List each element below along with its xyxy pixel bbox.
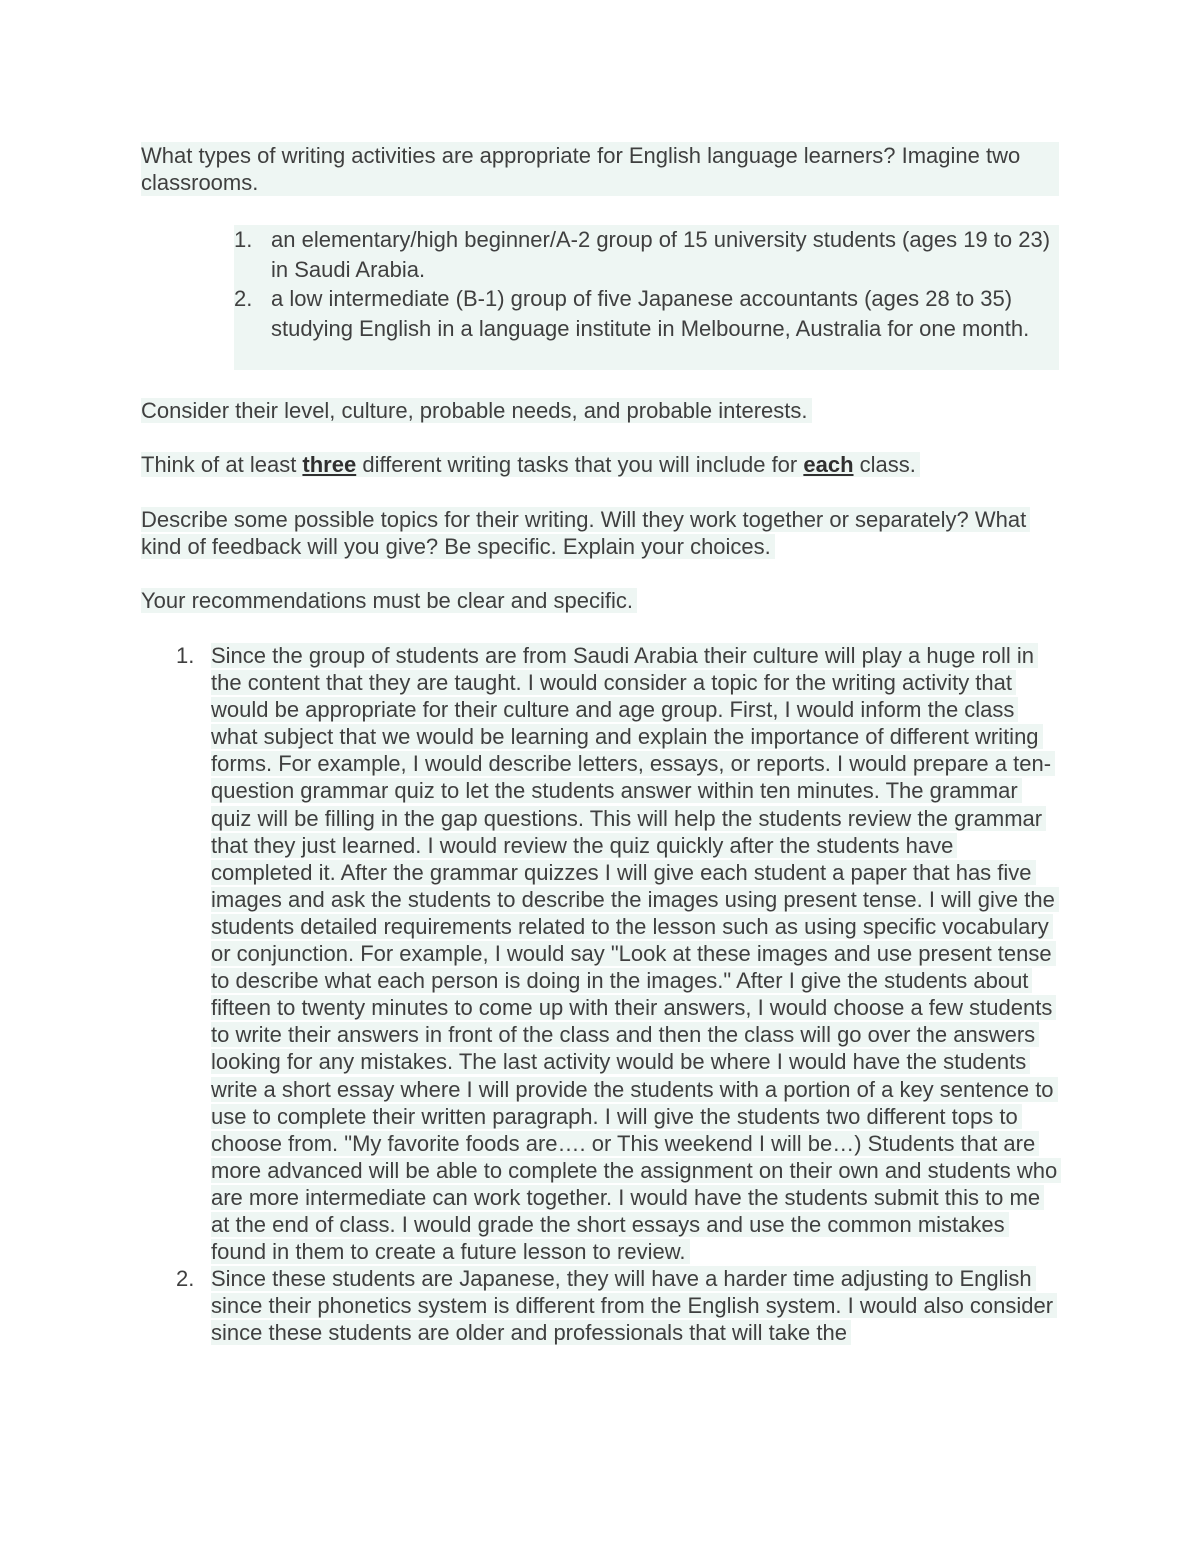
emphasis-each: each <box>803 452 854 477</box>
emphasis-three: three <box>302 452 357 477</box>
classroom-item <box>234 284 1059 343</box>
classroom-item <box>234 225 1059 284</box>
answer-list <box>176 642 1060 1346</box>
think-instruction <box>141 451 1059 478</box>
answer-item <box>176 1265 1060 1346</box>
think-part-3: class. <box>853 452 916 477</box>
list-number: 1. <box>176 643 195 668</box>
consider-text: Consider their level, culture, probable needs, and probable interests. <box>141 398 812 423</box>
classroom-text: a low intermediate (B-1) group of five Japanese accountants (ages 28 to 35) studying English in a language institute in Melbourne, Australia for one month. <box>271 286 1030 341</box>
answer-item <box>176 642 1060 1265</box>
describe-text: Describe some possible topics for their writing. Will they work together or separately? What kind of feedback will you give? Be specific. Explain your choices. <box>141 507 1030 559</box>
answer-text: Since the group of students are from Saudi Arabia their culture will play a huge roll in the content that they are taught. I would consider a topic for the writing activity that would be appropriate for their culture and age group. First, I would inform the class what subject that we would be learning and explain the importance of different writing forms. For example, I would describe letters, essays, or reports. I would prepare a ten-question grammar quiz to let the students answer within ten minutes. The grammar quiz will be filling in the gap questions. This will help the students review the grammar that they just learned. I would review the quiz quickly after the students have completed it. After the grammar quizzes I will give each student a paper that has five images and ask the students to describe the images using present tense. I will give the students detailed requirements related to the lesson such as using specific vocabulary or conjunction. For example, I would say "Look at these images and use present tense to describe what each person is doing in the images." After I give the students about fifteen to twenty minutes to come up with their answers, I would choose a few students to write their answers in front of the class and then the class will go over the answers looking for any mistakes. The last activity would be where I would have the students write a short essay where I will provide the students with a portion of a key sentence to use to complete their written paragraph. I will give the students two different tops to choose from. "My favorite foods are…. or This weekend I will be…) Students that are more advanced will be able to complete the assignment on their own and students who are more intermediate can work together. I would have the students submit this to me at the end of class. I would grade the short essays and use the common mistakes found in them to create a future lesson to review. <box>211 643 1061 1264</box>
recommend-instruction <box>141 587 1059 614</box>
list-number: 1. <box>234 227 253 252</box>
consider-instruction <box>141 397 1059 424</box>
classroom-list <box>234 225 1059 370</box>
classroom-text: an elementary/high beginner/A-2 group of 15 university students (ages 19 to 23) in Saudi Arabia. <box>271 227 1051 282</box>
think-text <box>141 452 920 477</box>
list-number: 2. <box>234 286 253 311</box>
think-part-2: different writing tasks that you will include for <box>356 452 804 477</box>
describe-instruction <box>141 506 1059 560</box>
answer-text: Since these students are Japanese, they will have a harder time adjusting to English since their phonetics system is different from the English system. I would also consider since these students are older and professionals that will take the <box>211 1266 1057 1345</box>
list-number: 2. <box>176 1266 195 1292</box>
recommend-text: Your recommendations must be clear and specific. <box>141 588 637 613</box>
intro-question: What types of writing activities are appropriate for English language learners? Imagine two classrooms. <box>141 142 1059 196</box>
think-part-1: Think of at least <box>141 452 303 477</box>
